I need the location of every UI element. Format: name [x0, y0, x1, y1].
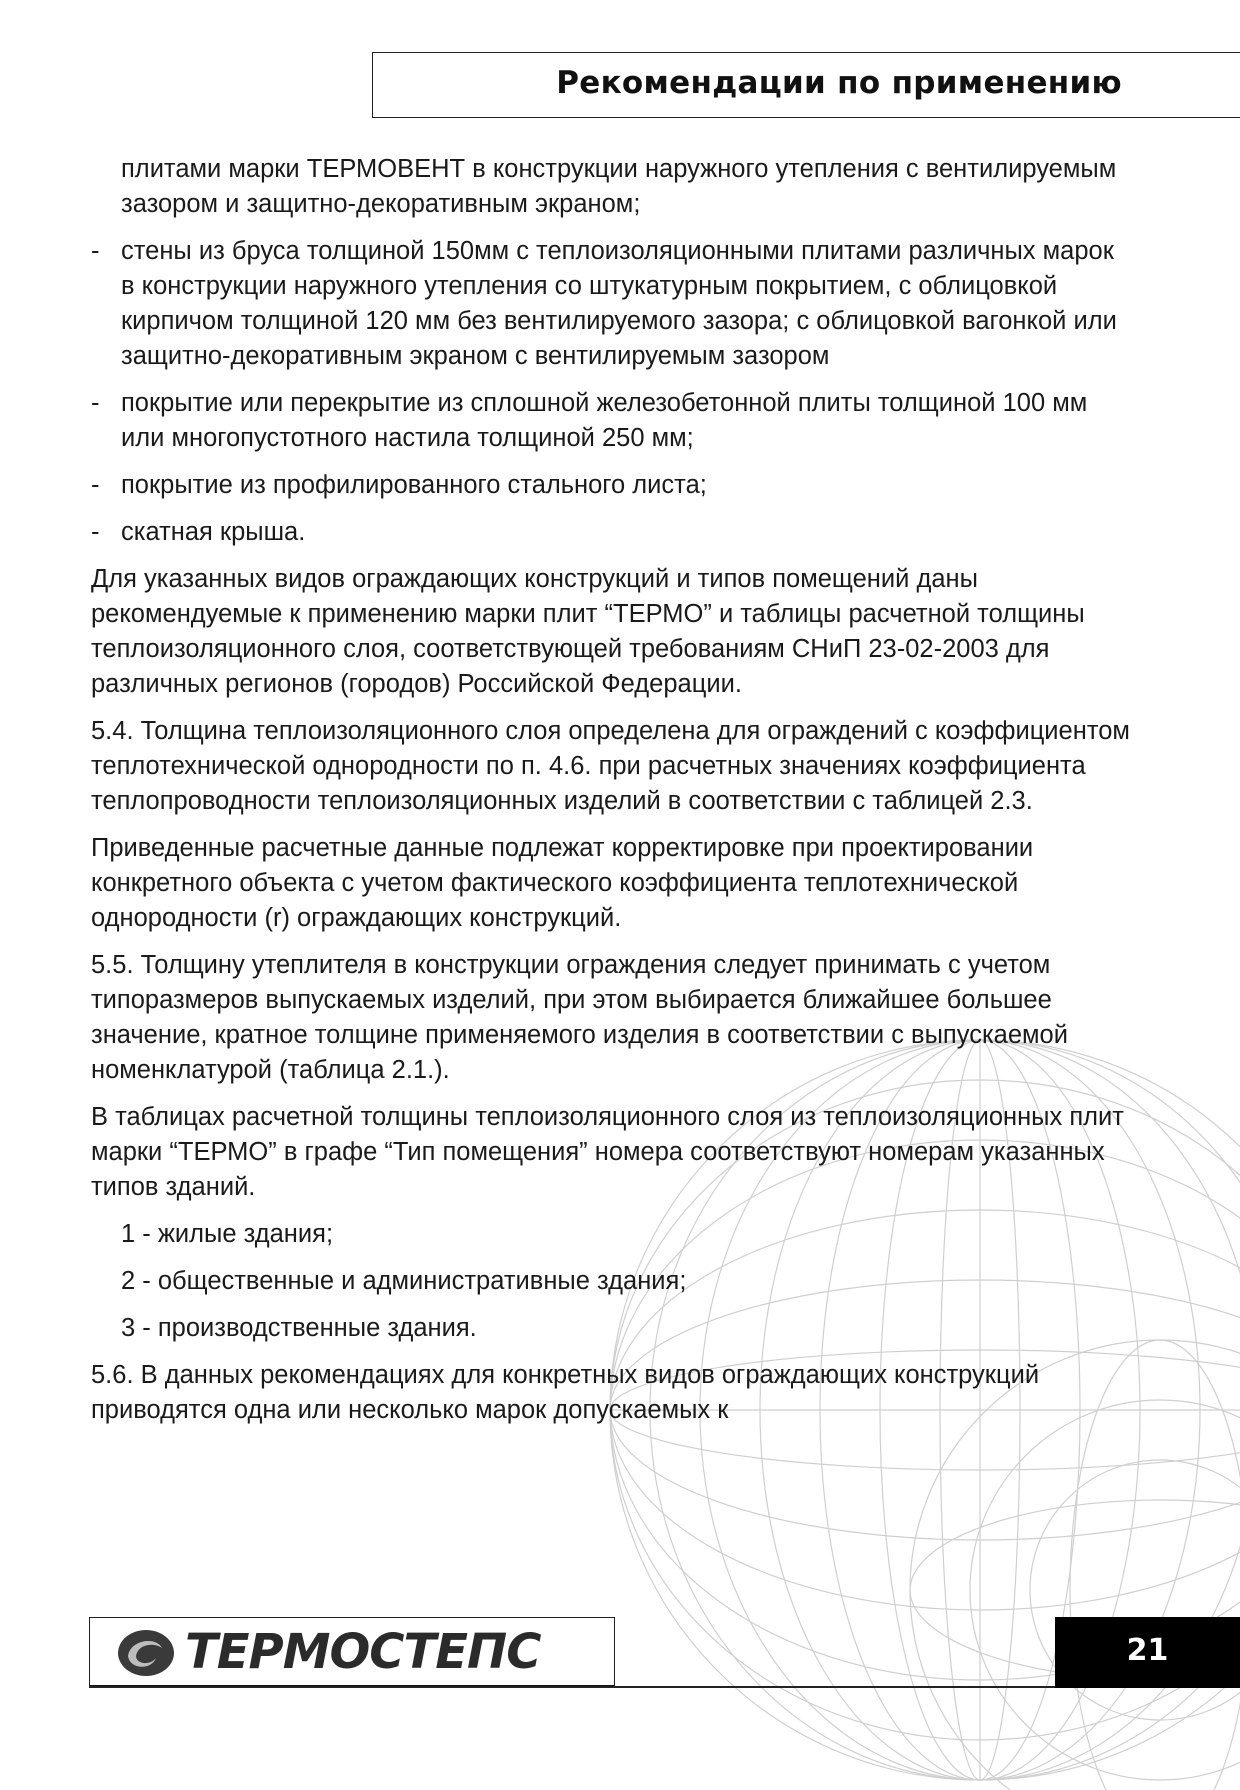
building-type-item: 2 - общественные и административные здания; — [121, 1267, 687, 1295]
document-body — [91, 152, 1131, 1428]
paragraph-correction: Приведенные расчетные данные подлежат корректировке при проектировании конкретного объекта с учетом фактического коэффициента теплотехнической однородности (r) ограждающих конструкций. — [91, 834, 1034, 932]
bullet-dash: - — [91, 518, 100, 546]
bullet-dash: - — [91, 389, 100, 417]
page-title: Рекомендации по применению — [556, 65, 1122, 101]
bullet-dash: - — [91, 237, 100, 265]
paragraph-regions: Для указанных видов ограждающих конструкций и типов помещений даны рекомендуемые к применению марки плит “ТЕРМО” и таблицы расчетной толщины теплоизоляционного слоя, соответствующей требованиям СНиП 23-02-2003 для различных регионов (городов) Российской Федерации. — [91, 565, 1085, 698]
building-type-item: 1 - жилые здания; — [121, 1220, 334, 1248]
bullet-item — [91, 515, 1131, 550]
page-number: 21 — [1126, 1633, 1169, 1668]
bullet-text: покрытие или перекрытие из сплошной железобетонной плиты толщиной 100 мм или многопустотного настила толщиной 250 мм; — [121, 389, 1088, 452]
logo-swirl-icon — [116, 1628, 176, 1678]
bullet-text: стены из бруса толщиной 150мм с теплоизоляционными плитами различных марок в конструкции наружного утепления со штукатурным покрытием, с облицовкой кирпичом толщиной 120 мм без вентилируемого зазора; с облицовкой вагонкой или защитно-декоративным экраном с вентилируемым зазором — [121, 237, 1117, 370]
logo-text: ТЕРМОСТЕПС — [185, 1624, 541, 1680]
building-type-item: 3 - производственные здания. — [121, 1314, 477, 1342]
paragraph-tables: В таблицах расчетной толщины теплоизоляционного слоя из теплоизоляционных плит марки “ТЕРМО” в графе “Тип помещения” номера соответствуют номерам указанных типов зданий. — [91, 1103, 1124, 1201]
paragraph-5-6: 5.6. В данных рекомендациях для конкретных видов ограждающих конструкций приводятся одна или несколько марок допускаемых к — [91, 1361, 1040, 1424]
bullet-item — [91, 234, 1131, 374]
footer-logo — [89, 1617, 615, 1688]
page-number-box — [1055, 1617, 1240, 1688]
paragraph-5-4: 5.4. Толщина теплоизоляционного слоя определена для ограждений с коэффициентом теплотехнической однородности по п. 4.6. при расчетных значениях коэффициента теплопроводности теплоизоляционных изделий в соответствии с таблицей 2.3. — [91, 717, 1130, 815]
bullet-item — [91, 386, 1131, 456]
bullet-text: покрытие из профилированного стального листа; — [121, 471, 707, 499]
bullet-text: скатная крыша. — [121, 518, 306, 546]
bullet-dash: - — [91, 471, 100, 499]
header-box — [372, 52, 1240, 118]
paragraph-5-5: 5.5. Толщину утеплителя в конструкции ограждения следует принимать с учетом типоразмеров выпускаемых изделий, при этом выбирается ближайшее большее значение, кратное толщине применяемого изделия в соответствии с выпускаемой номенклатурой (таблица 2.1.). — [91, 951, 1068, 1084]
continuation-text: плитами марки ТЕРМОВЕНТ в конструкции наружного утепления с вентилируемым зазором и защитно-декоративным экраном; — [121, 155, 1117, 218]
bullet-item — [91, 468, 1131, 503]
